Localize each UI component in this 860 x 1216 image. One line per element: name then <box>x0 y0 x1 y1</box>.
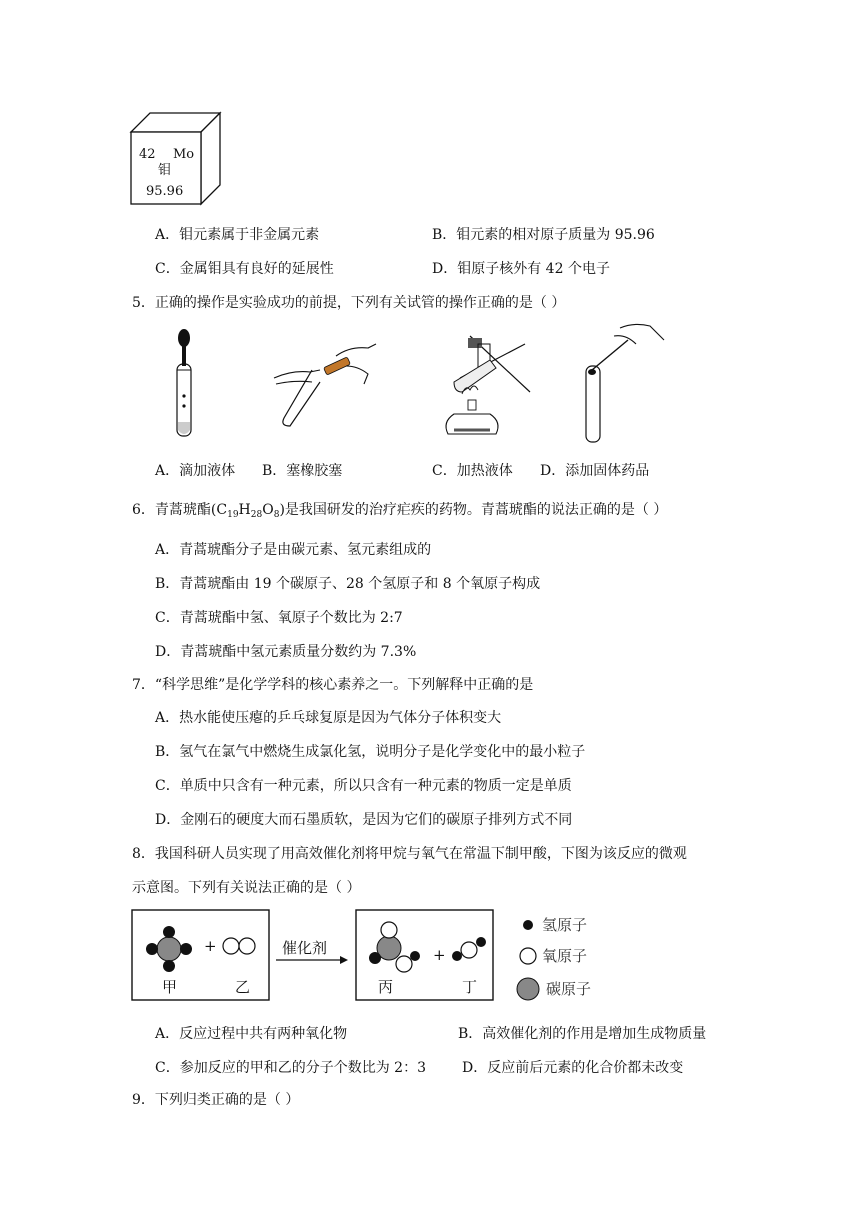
q6-option-c[interactable]: C．青蒿琥酯中氢、氧原子个数比为 2:7 <box>155 610 403 626</box>
q6-option-a[interactable]: A．青蒿琥酯分子是由碳元素、氢元素组成的 <box>155 542 432 558</box>
q5-option-b[interactable]: B．塞橡胶塞 <box>262 463 343 479</box>
q5-option-a[interactable]: A．滴加液体 <box>155 463 236 479</box>
catalyst-label: 催化剂 <box>282 939 328 957</box>
q9-stem: 9．下列归类正确的是（ ） <box>132 1092 300 1108</box>
q4-option-d[interactable]: D．钼原子核外有 42 个电子 <box>432 261 610 277</box>
q6-sub-o: 8 <box>273 510 280 520</box>
q8-stem-line2: 示意图。下列有关说法正确的是（ ） <box>132 880 361 896</box>
q7-option-a[interactable]: A．热水能使压瘪的乒乓球复原是因为气体分子体积变大 <box>155 710 502 726</box>
q5-stem: 5．正确的操作是实验成功的前提，下列有关试管的操作正确的是（ ） <box>132 295 566 311</box>
q4-option-c[interactable]: C．金属钼具有良好的延展性 <box>155 261 334 277</box>
legend-hydrogen-icon <box>523 920 533 930</box>
atomic-number: 42 <box>139 147 156 162</box>
q6-sub-c: 19 <box>227 510 239 520</box>
q7-option-c[interactable]: C．单质中只含有一种元素，所以只含有一种元素的物质一定是单质 <box>155 778 572 794</box>
q6-option-d[interactable]: D．青蒿琥酯中氢元素质量分数约为 7.3% <box>155 644 417 660</box>
q8-option-a[interactable]: A．反应过程中共有两种氧化物 <box>155 1026 348 1042</box>
element-name: 钼 <box>158 163 172 178</box>
q6-stem-after: )是我国研发的治疗疟疾的药物。青蒿琥酯的说法正确的是（ ） <box>279 502 668 518</box>
q8-option-c[interactable]: C．参加反应的甲和乙的分子个数比为 2：3 <box>155 1060 426 1076</box>
label-yi: 乙 <box>235 978 251 996</box>
q6-stem <box>132 500 667 525</box>
q4-option-b[interactable]: B．钼元素的相对原子质量为 95.96 <box>432 227 655 243</box>
heating-liquid-figure <box>440 330 535 442</box>
adding-solid-figure <box>580 322 670 447</box>
label-ding: 丁 <box>462 978 478 996</box>
q8-option-d[interactable]: D．反应前后元素的化合价都未改变 <box>462 1060 684 1076</box>
q8-stem-line1: 8．我国科研人员实现了用高效催化剂将甲烷与氧气在常温下制甲酸，下图为该反应的微观 <box>132 846 687 862</box>
q6-o: O <box>262 502 274 518</box>
q6-h: H <box>238 502 251 518</box>
product-plus: + <box>433 946 446 964</box>
q4-option-a[interactable]: A．钼元素属于非金属元素 <box>155 227 320 243</box>
legend-carbon-label: 碳原子 <box>546 980 592 998</box>
q5-option-c[interactable]: C．加热液体 <box>432 463 513 479</box>
q8-option-b[interactable]: B．高效催化剂的作用是增加生成物质量 <box>458 1026 707 1042</box>
q7-stem: 7．“科学思维”是化学学科的核心素养之一。下列解释中正确的是 <box>132 677 534 693</box>
element-symbol: Mo <box>173 147 195 162</box>
legend-carbon-icon <box>517 978 539 1000</box>
q6-stem-before: 6．青蒿琥酯(C <box>132 502 228 518</box>
label-bing: 丙 <box>378 978 394 996</box>
inserting-stopper-figure <box>272 340 382 430</box>
q7-option-b[interactable]: B．氢气在氯气中燃烧生成氯化氢，说明分子是化学变化中的最小粒子 <box>155 744 586 760</box>
atomic-mass: 95.96 <box>146 184 184 199</box>
q7-option-d[interactable]: D．金刚石的硬度大而石墨质软，是因为它们的碳原子排列方式不同 <box>155 812 573 828</box>
dropper-into-tube-figure <box>165 328 205 443</box>
q6-sub-h: 28 <box>250 510 263 520</box>
q6-option-b[interactable]: B．青蒿琥酯由 19 个碳原子、28 个氢原子和 8 个氧原子构成 <box>155 576 541 592</box>
legend-hydrogen-label: 氢原子 <box>542 916 588 934</box>
q5-option-d[interactable]: D．添加固体药品 <box>540 463 650 479</box>
label-jia: 甲 <box>162 978 178 996</box>
legend-oxygen-icon <box>520 948 536 964</box>
legend-oxygen-label: 氧原子 <box>542 947 588 965</box>
reactant-plus: + <box>204 937 217 955</box>
